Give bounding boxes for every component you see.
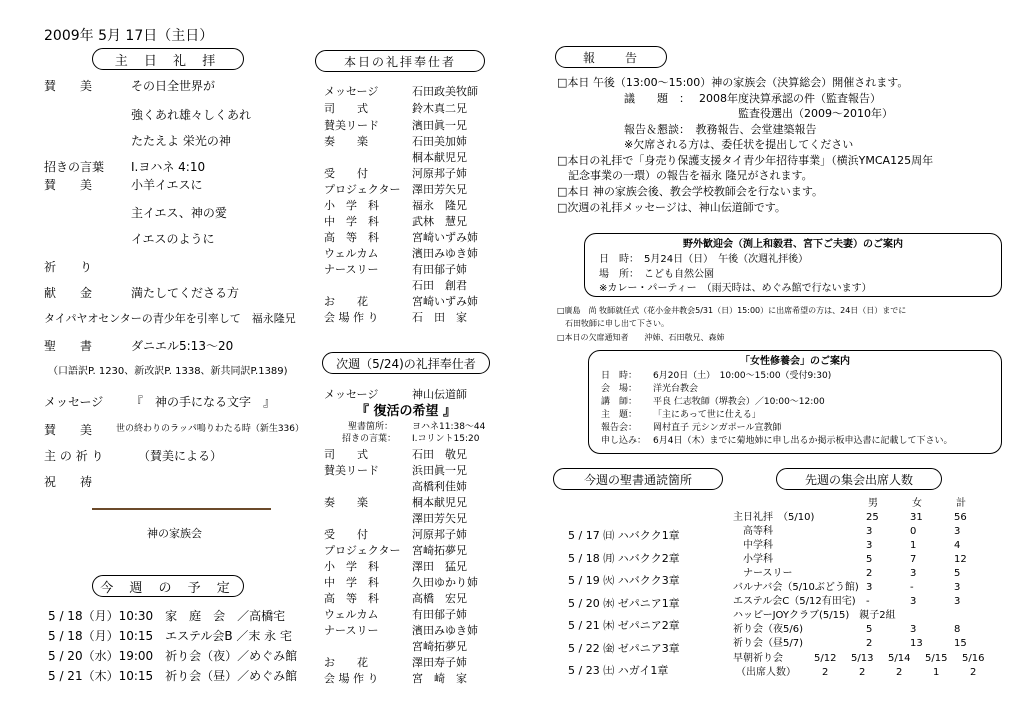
count-male: 3 [866, 526, 873, 537]
count-total: 3 [954, 526, 961, 537]
meeting-name: 小学科 [733, 554, 773, 565]
role-label: 奏 楽 [324, 135, 368, 148]
early-count: 1 [933, 667, 940, 678]
seminar-label: 会 場： [601, 384, 638, 394]
servant-name: 福永 隆兄 [412, 199, 467, 212]
worship-note: タイパヤオセンターの青少年を引率して 福永隆兄 [44, 312, 296, 325]
servant-name: 神山伝道師 [412, 388, 467, 401]
report-line: 記念事業の一環）の報告を福永 隆兄がされます。 [568, 169, 813, 182]
worship-text: イエスのように [131, 232, 215, 246]
count-male: 5 [866, 624, 873, 635]
role-label: ウェルカム [324, 247, 379, 260]
servant-name: 桐本献児兄 [412, 151, 467, 164]
count-female: 1 [910, 540, 917, 551]
servant-name: 武林 慧兄 [412, 215, 467, 228]
count-total: 8 [954, 624, 961, 635]
report-line: 監査役選出（2009～2010年） [738, 107, 893, 120]
schedule-item: 5 / 20（水）19:00 祈り会（夜）／めぐみ館 [48, 649, 298, 663]
report-line: □本日 神の家族会後、教会学校教師会を行ないます。 [557, 185, 824, 198]
worship-label: 祈 り [44, 260, 93, 274]
servant-name: 石 田 家 [412, 311, 467, 324]
meeting-name: ハッピーJOYクラブ(5/15) 親子2組 [733, 610, 896, 621]
servant-name: 宮崎拓夢兄 [412, 640, 467, 653]
role-label: 奏 楽 [324, 496, 368, 509]
servant-name: 有田郁子姉 [412, 608, 467, 621]
header-male: 男 [868, 498, 878, 509]
servant-name: 高橋利佳姉 [412, 480, 467, 493]
role-label: 会 場 作 り [324, 672, 379, 685]
seminar-value: 「主にあって世に仕える」 [653, 410, 761, 420]
servant-name: 石田 創君 [412, 279, 467, 292]
count-male: 3 [866, 540, 873, 551]
worship-label: 献 金 [44, 286, 93, 300]
seminar-label: 講 師： [601, 397, 638, 407]
notice-line: □廣島 尚 牧師就任式（花小金井教会5/31（日）15:00）に出席希望の方は、24日（日）までに [557, 306, 907, 315]
worship-text: I.ヨハネ 4:10 [131, 160, 206, 174]
worship-text: 主イエス、神の愛 [131, 206, 227, 220]
seminar-value: 6月20日（土） 10:00～15:00（受付9:30) [653, 371, 832, 381]
servant-name: 有田郁子姉 [412, 263, 467, 276]
header-female: 女 [912, 498, 922, 509]
meeting-name: 主日礼拝 （5/10) [733, 512, 815, 523]
role-label: メッセージ [324, 85, 379, 98]
meeting-name: バルナバ会（5/10ぶどう館) [733, 582, 859, 593]
worship-note: （口語訳P. 1230、新改訳P. 1338、新共同訳P.1389) [48, 366, 288, 377]
seminar-label: 日 時： [601, 371, 638, 381]
count-female: 0 [910, 526, 917, 537]
report-line: 報告＆懇談： 教務報告、会堂建築報告 [624, 123, 817, 136]
role-label: 受 付 [324, 167, 368, 180]
meeting-name: 高等科 [733, 526, 773, 537]
count-female: 3 [910, 624, 917, 635]
worship-text: 強くあれ雄々しくあれ [131, 108, 252, 122]
report-line: ※欠席される方は、委任状を提出してください [624, 138, 854, 151]
servant-name: 宮崎いずみ姉 [412, 295, 478, 308]
welcome-party-box [584, 233, 1002, 297]
attendance-heading: 先週の集会出席人数 [776, 468, 942, 490]
seminar-label: 申し込み： [601, 436, 647, 446]
servants-today-heading: 本日の礼拝奉仕者 [315, 50, 485, 72]
count-female: 7 [910, 554, 917, 565]
worship-label: 聖 書 [44, 339, 93, 353]
meeting-name: ナースリー [733, 568, 793, 579]
worship-label: 祝 祷 [44, 475, 93, 489]
role-label: ナースリー [324, 624, 379, 637]
reading-item: 5 / 20 ㈬ ゼパニア1章 [568, 597, 680, 610]
role-label: 賛美リード [324, 119, 379, 132]
worship-text: その日全世界が [131, 79, 216, 93]
role-label: 会 場 作 り [324, 311, 379, 324]
reading-item: 5 / 18 ㈪ ハバクク2章 [568, 552, 680, 565]
servant-name: 宮崎いずみ姉 [412, 231, 478, 244]
role-label: お 花 [324, 295, 368, 308]
seminar-value: 洋光台教会 [653, 384, 699, 394]
early-count: 2 [896, 667, 903, 678]
servant-name: 河原邦子姉 [412, 167, 467, 180]
role-label: 賛美リード [324, 464, 379, 477]
servant-name: 澤田寿子姉 [412, 656, 467, 669]
servants-next-heading: 次週（5/24)の礼拝奉仕者 [322, 352, 490, 374]
servant-name: 石田 敬兄 [412, 448, 467, 461]
scripture-ref: ヨハネ11:38～44 [412, 422, 486, 432]
servant-name: 石田美加姉 [412, 135, 467, 148]
early-date: 5/14 [888, 653, 911, 664]
women-seminar-title: 「女性修養会」のご案内 [740, 356, 850, 367]
early-date: 5/12 [814, 653, 837, 664]
role-label: 小 学 科 [324, 560, 379, 573]
count-total: 5 [954, 568, 961, 579]
welcome-party-line: 日 時： 5月24日（日） 午後（次週礼拝後） [599, 254, 809, 265]
report-line: □本日の礼拝で「身売り保護支援タイ青少年招待事業」（横浜YMCA125周年 [557, 154, 934, 167]
header-total: 計 [956, 498, 966, 509]
role-label: 高 等 科 [324, 231, 379, 244]
servant-name: 澤田芳矢兄 [412, 512, 467, 525]
servant-name: 澤田芳矢兄 [412, 183, 467, 196]
role-label: 中 学 科 [324, 576, 379, 589]
reading-item: 5 / 19 ㈫ ハバクク3章 [568, 574, 680, 587]
role-label: お 花 [324, 656, 368, 669]
meeting-name: 祈り会（夜5/6) [733, 624, 803, 635]
servant-name: 高橋 宏兄 [412, 592, 467, 605]
servant-name: 宮 崎 家 [412, 672, 467, 685]
notice-line: □本日の欠席通知者 沖姉、石田敬兄、森姉 [557, 333, 725, 342]
worship-heading: 主 日 礼 拝 [92, 48, 244, 70]
count-total: 3 [954, 596, 961, 607]
servant-name: 濱田眞一兄 [412, 119, 467, 132]
reading-item: 5 / 22 ㈮ ゼパニア3章 [568, 642, 680, 655]
reports-heading: 報 告 [555, 46, 667, 68]
schedule-heading: 今 週 の 予 定 [92, 575, 244, 597]
count-male: 25 [866, 512, 879, 523]
bulletin-date: 2009年 5月 17日（主日） [44, 28, 214, 44]
count-total: 4 [954, 540, 961, 551]
worship-text: 世の終わりのラッパ鳴りわたる時（新生336） [116, 424, 304, 434]
call-label: 招きの言葉： [342, 434, 397, 444]
role-label: 受 付 [324, 528, 368, 541]
bible-reading-heading: 今週の聖書通読箇所 [553, 468, 723, 490]
seminar-value: 岡村直子 元シンガポール宣教師 [653, 423, 782, 433]
role-label: 中 学 科 [324, 215, 379, 228]
early-count-label: （出席人数） [736, 667, 796, 678]
call-ref: I.コリント15:20 [412, 434, 480, 444]
schedule-item: 5 / 18（月）10:15 エステル会B ／末 永 宅 [48, 629, 292, 643]
servant-name: 石田政美牧師 [412, 85, 478, 98]
schedule-item: 5 / 21（木）10:15 祈り会（昼）／めぐみ館 [48, 669, 298, 683]
worship-text: （賛美による） [138, 449, 223, 463]
worship-label: 招きの言葉 [44, 160, 105, 174]
reading-item: 5 / 17 ㈰ ハバクク1章 [568, 529, 680, 542]
count-total: 12 [954, 554, 967, 565]
early-count: 2 [859, 667, 866, 678]
count-total: 56 [954, 512, 967, 523]
welcome-party-line: ※カレー・パーティー （雨天時は、めぐみ館で行ないます） [599, 283, 872, 294]
servant-name: 浜田眞一兄 [412, 464, 467, 477]
seminar-label: 主 題： [601, 410, 638, 420]
count-male: 5 [866, 554, 873, 565]
worship-text: 小羊イエスに [131, 178, 203, 192]
worship-text: ダニエル5:13～20 [131, 339, 234, 353]
meeting-name: 中学科 [733, 540, 773, 551]
worship-footer: 神の家族会 [147, 527, 202, 540]
welcome-party-line: 場 所： こども自然公園 [599, 269, 714, 280]
early-count: 2 [970, 667, 977, 678]
worship-label: 賛 美 [44, 79, 93, 93]
servant-name: 濱田みゆき姉 [412, 624, 478, 637]
role-label: プロジェクター [324, 183, 401, 196]
worship-text: 満たしてくださる方 [131, 286, 240, 300]
servant-name: 桐本献児兄 [412, 496, 467, 509]
count-female: - [910, 582, 914, 593]
role-label: メッセージ [324, 388, 379, 401]
servant-name: 久田ゆかり姉 [412, 576, 478, 589]
count-female: 31 [910, 512, 923, 523]
early-date: 5/16 [962, 653, 985, 664]
count-male: - [866, 596, 870, 607]
meeting-name: 祈り会（昼5/7) [733, 638, 803, 649]
early-prayer-label: 早朝祈り会 [733, 653, 783, 664]
worship-label: 賛 美 [44, 423, 93, 437]
seminar-label: 報告会： [601, 423, 638, 433]
role-label: 小 学 科 [324, 199, 379, 212]
report-line: □次週の礼拝メッセージは、神山伝道師です。 [557, 201, 786, 214]
report-line: □本日 午後（13:00～15:00）神の家族会（決算総会）開催されます。 [557, 76, 909, 89]
count-male: 3 [866, 582, 873, 593]
role-label: プロジェクター [324, 544, 401, 557]
servant-name: 宮崎拓夢兄 [412, 544, 467, 557]
servant-name: 濱田みゆき姉 [412, 247, 478, 260]
worship-label: 賛 美 [44, 178, 93, 192]
meeting-name: エステル会C（5/12有田宅) [733, 596, 856, 607]
count-female: 3 [910, 568, 917, 579]
role-label: ウェルカム [324, 608, 379, 621]
count-male: 2 [866, 568, 873, 579]
count-female: 13 [910, 638, 923, 649]
count-total: 15 [954, 638, 967, 649]
servant-name: 澤田 猛兄 [412, 560, 467, 573]
report-line: 議 題 ： 2008年度決算承認の件（監査報告） [624, 92, 881, 105]
count-male: 2 [866, 638, 873, 649]
worship-text: 『 神の手になる文字 』 [131, 395, 276, 409]
schedule-item: 5 / 18（月）10:30 家 庭 会 ／高橋宅 [48, 609, 286, 623]
count-female: 3 [910, 596, 917, 607]
reading-item: 5 / 23 ㈯ ハガイ1章 [568, 664, 669, 677]
seminar-value: 平良 仁志牧師（堺教会）／10:00～12:00 [653, 397, 825, 407]
sermon-title: 『 復活の希望 』 [356, 404, 457, 419]
reading-item: 5 / 21 ㈭ ゼパニア2章 [568, 619, 680, 632]
divider-line [92, 508, 271, 510]
role-label: 司 式 [324, 102, 368, 115]
seminar-value: 6月4日（木）までに菊地姉に申し出るか掲示板申込書に記載して下さい。 [653, 436, 953, 446]
role-label: 高 等 科 [324, 592, 379, 605]
scripture-label: 聖書箇所： [348, 422, 394, 432]
servant-name: 河原邦子姉 [412, 528, 467, 541]
count-total: 3 [954, 582, 961, 593]
early-date: 5/15 [925, 653, 948, 664]
worship-label: 主 の 祈 り [44, 449, 104, 463]
role-label: ナースリー [324, 263, 379, 276]
early-date: 5/13 [851, 653, 874, 664]
servant-name: 鈴木真二兄 [412, 102, 467, 115]
early-count: 2 [822, 667, 829, 678]
welcome-party-title: 野外歓迎会（渕上和毅君、宮下ご夫妻）のご案内 [683, 239, 903, 250]
women-seminar-box [588, 350, 1002, 454]
worship-label: メッセージ [44, 395, 104, 409]
notice-line: 石田牧師に申し出て下さい。 [565, 319, 669, 328]
worship-text: たたえよ 栄光の神 [131, 134, 231, 148]
role-label: 司 式 [324, 448, 368, 461]
